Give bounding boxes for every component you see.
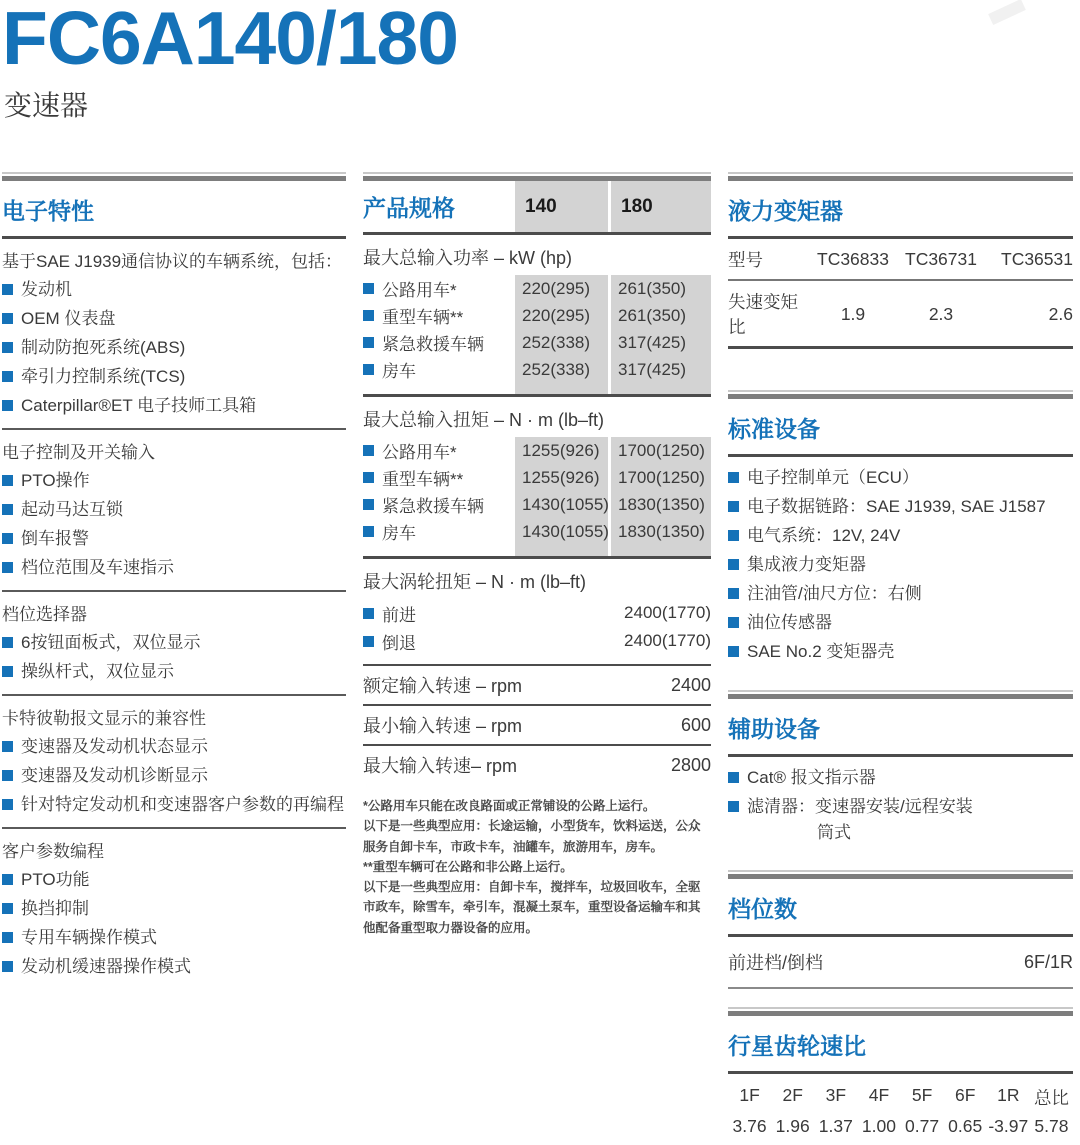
gear-column-header: 1R xyxy=(997,1085,1020,1105)
bullet-square-icon xyxy=(728,772,739,783)
list-item-label: 针对特定发动机和变速器客户参数的再编程 xyxy=(21,795,344,814)
list-item-label: OEM 仪表盘 xyxy=(21,309,116,328)
group-shift-selector xyxy=(2,592,346,686)
list-item xyxy=(728,637,1073,666)
list-item-label: 注油管/油尺方位：右侧 xyxy=(747,584,922,603)
list-item-label: Cat® 报文指示器 xyxy=(747,768,876,787)
bullet-square-icon xyxy=(2,961,13,972)
gear-column-header: 3F xyxy=(825,1085,847,1105)
list-item xyxy=(728,579,1073,608)
gear-ratio-value: 0.77 xyxy=(905,1116,940,1136)
spec-value-180: 1700(1250) xyxy=(618,440,705,460)
list-item xyxy=(2,894,346,923)
bullet-square-icon xyxy=(2,770,13,781)
group-cat-message-display xyxy=(2,696,346,819)
gear-ratio-value: 3.76 xyxy=(732,1116,767,1136)
bullet-square-icon xyxy=(2,400,13,411)
list-item-label: 6按钮面板式，双位显示 xyxy=(21,633,201,652)
list-item-label: SAE No.2 变矩器壳 xyxy=(747,642,895,661)
list-item-label: 集成液力变矩器 xyxy=(747,555,866,574)
list-item-label: 倒车报警 xyxy=(21,529,89,548)
bullet-square-icon xyxy=(728,588,739,599)
section-header: 液力变矩器 xyxy=(728,198,843,224)
gear-ratio-value: 1.00 xyxy=(861,1116,896,1136)
gear-ratio-value: 5.78 xyxy=(1034,1116,1069,1136)
section-header: 行星齿轮速比 xyxy=(728,1033,866,1059)
list-item xyxy=(2,524,346,553)
converter-model: TC36731 xyxy=(905,249,977,269)
list-item-label: 电子数据链路：SAE J1939, SAE J1587 xyxy=(747,497,1046,516)
bullet-square-icon xyxy=(363,445,374,456)
list-item-label: 换挡抑制 xyxy=(21,899,89,918)
speed-label: 最大输入转速– rpm xyxy=(363,756,518,776)
page-title: FC6A140/180 xyxy=(2,0,458,80)
bullet-square-icon xyxy=(2,313,13,324)
spec-value-180: 317(425) xyxy=(618,359,687,379)
footnote-line: *公路用车只能在改良路面或正常铺设的公路上运行。 xyxy=(363,799,656,813)
spec-row xyxy=(363,599,711,627)
list-item-label: 电气系统：12V, 24V xyxy=(747,526,901,545)
list-item xyxy=(2,495,346,524)
list-item-label: 制动防抱死系统(ABS) xyxy=(21,338,186,357)
list-item xyxy=(728,492,1073,521)
bullet-square-icon xyxy=(728,646,739,657)
speed-value: 2400 xyxy=(670,674,711,695)
spec-table-torque xyxy=(363,437,711,556)
list-item-continuation: 筒式 xyxy=(817,823,851,842)
gear-column-header: 4F xyxy=(868,1085,890,1105)
footnote-line: 以下是一些典型应用：长途运输，小型货车，饮料运送，公众服务自卸卡车，市政卡车，油罐车，旅游用车，房车。 xyxy=(363,819,701,854)
speed-value: 600 xyxy=(680,714,711,735)
list-item xyxy=(2,304,346,333)
list-item-label: 起动马达互锁 xyxy=(21,500,123,519)
gear-column-header: 1F xyxy=(739,1085,760,1105)
section-header: 档位数 xyxy=(728,896,797,922)
bullet-square-icon xyxy=(2,637,13,648)
spec-row xyxy=(363,437,711,464)
spec-value: 2400(1770) xyxy=(624,631,711,650)
list-item-label: 油位传感器 xyxy=(747,613,832,632)
spec-row-label: 倒退 xyxy=(382,633,416,653)
row-label: 型号 xyxy=(728,250,763,270)
list-item-label: 牵引力控制系统(TCS) xyxy=(21,367,186,386)
section-top-bar xyxy=(728,1007,1073,1016)
section-top-bar xyxy=(728,690,1073,699)
list-item xyxy=(2,553,346,582)
gear-column-header: 总比 xyxy=(1033,1088,1069,1108)
list-item-label: PTO功能 xyxy=(21,870,90,889)
section-header: 产品规格 xyxy=(363,195,455,221)
list-item-label: Caterpillar®ET 电子技师工具箱 xyxy=(21,396,257,415)
section-top-bar xyxy=(728,390,1073,399)
gear-value: 6F/1R xyxy=(1023,951,1073,972)
bullet-square-icon xyxy=(2,799,13,810)
rated-input-speed-row xyxy=(363,664,711,704)
group-label: 客户参数编程 xyxy=(2,842,104,861)
group-label: 卡特彼勒报文显示的兼容性 xyxy=(2,709,206,728)
bullet-square-icon xyxy=(2,666,13,677)
table-row xyxy=(728,239,1073,279)
list-item-label: 变速器及发动机状态显示 xyxy=(21,737,208,756)
list-item xyxy=(2,732,346,761)
speed-label: 最小输入转速 – rpm xyxy=(363,716,523,736)
spec-value-180: 261(350) xyxy=(618,305,687,325)
spec-value-180: 1700(1250) xyxy=(618,467,705,487)
spec-row-label: 重型车辆** xyxy=(382,470,464,489)
spec-value-180: 317(425) xyxy=(618,332,687,352)
speed-value: 2800 xyxy=(670,754,711,775)
list-item xyxy=(2,466,346,495)
footnote-line: **重型车辆可在公路和非公路上运行。 xyxy=(363,859,573,874)
bullet-square-icon xyxy=(363,283,374,294)
list-item xyxy=(2,628,346,657)
list-item xyxy=(2,333,346,362)
bullet-square-icon xyxy=(363,608,374,619)
bullet-square-icon xyxy=(728,559,739,570)
bullet-square-icon xyxy=(2,342,13,353)
group-customer-parameters xyxy=(2,829,346,981)
section-gear-count xyxy=(728,870,1073,989)
bullet-square-icon xyxy=(2,371,13,382)
section-product-specs xyxy=(363,172,711,938)
list-item-label: 发动机 xyxy=(21,280,72,299)
list-item xyxy=(728,792,1073,821)
list-item-label: 变速器及发动机诊断显示 xyxy=(21,766,208,785)
bullet-square-icon xyxy=(2,874,13,885)
spec-row-label: 前进 xyxy=(382,605,416,625)
spec-row-label: 重型车辆** xyxy=(382,308,464,327)
list-item xyxy=(2,790,346,819)
list-item xyxy=(728,608,1073,637)
list-item-label: PTO操作 xyxy=(21,471,90,490)
section-torque-converter xyxy=(728,172,1073,349)
model-column-header-140: 140 xyxy=(515,181,608,232)
list-item-label: 滤清器：变速器安装/远程安装 xyxy=(747,797,973,816)
bullet-square-icon xyxy=(363,636,374,647)
bullet-square-icon xyxy=(363,499,374,510)
bullet-square-icon xyxy=(2,533,13,544)
max-input-speed-row xyxy=(363,744,711,784)
stall-ratio: 1.9 xyxy=(840,303,866,324)
row-label: 失速变矩比 xyxy=(728,292,798,337)
list-item-label: 档位范围及车速指示 xyxy=(21,558,174,577)
spec-row xyxy=(363,329,711,356)
section-top-bar xyxy=(2,172,346,181)
bullet-square-icon xyxy=(728,617,739,628)
bullet-square-icon xyxy=(728,801,739,812)
spec-value-140: 1430(1055) xyxy=(522,521,609,541)
planetary-header-row xyxy=(728,1074,1073,1113)
stall-ratio: 2.6 xyxy=(1048,303,1073,324)
spec-value-180: 1830(1350) xyxy=(618,521,705,541)
speed-label: 额定输入转速 – rpm xyxy=(363,676,523,696)
spec-value-140: 220(295) xyxy=(522,278,591,298)
section-auxiliary-equipment xyxy=(728,690,1073,844)
section-top-bar xyxy=(728,172,1073,181)
spec-row-label: 紧急救援车辆 xyxy=(382,335,484,354)
bullet-square-icon xyxy=(363,310,374,321)
spec-value-140: 1430(1055) xyxy=(522,494,609,514)
section-top-bar xyxy=(363,172,711,181)
spec-row xyxy=(363,464,711,491)
bullet-square-icon xyxy=(728,530,739,541)
gear-ratio-value: 1.96 xyxy=(775,1116,810,1136)
spec-table-power xyxy=(363,275,711,394)
list-item xyxy=(2,923,346,952)
list-item xyxy=(2,362,346,391)
spec-table-turbine xyxy=(363,599,711,664)
spec-header-row xyxy=(363,181,711,232)
bullet-square-icon xyxy=(2,741,13,752)
group-control-switch-inputs xyxy=(2,430,346,582)
section-header: 辅助设备 xyxy=(728,716,820,742)
spec-row-label: 房车 xyxy=(382,524,416,543)
group-vehicle-systems xyxy=(2,239,346,420)
spec-row-label: 房车 xyxy=(382,362,416,381)
spec-row xyxy=(363,627,711,655)
list-item xyxy=(2,865,346,894)
spec-value-140: 252(338) xyxy=(522,332,591,352)
right-column xyxy=(728,172,1073,1145)
spec-row-label: 公路用车* xyxy=(382,443,457,462)
bullet-square-icon xyxy=(2,504,13,515)
spec-row xyxy=(363,275,711,302)
spec-row xyxy=(363,491,711,518)
bullet-square-icon xyxy=(728,501,739,512)
section-planetary-ratios xyxy=(728,1007,1073,1145)
bullet-square-icon xyxy=(728,472,739,483)
model-column-header-180: 180 xyxy=(611,181,711,232)
list-item xyxy=(728,521,1073,550)
spec-value-140: 1255(926) xyxy=(522,440,600,460)
bullet-square-icon xyxy=(2,562,13,573)
bullet-square-icon xyxy=(363,472,374,483)
list-item-label: 操纵杆式，双位显示 xyxy=(21,662,174,681)
page-corner-artifact xyxy=(988,0,1026,25)
spec-value-140: 220(295) xyxy=(522,305,591,325)
bullet-square-icon xyxy=(363,337,374,348)
gear-ratio-value: 0.65 xyxy=(948,1116,983,1136)
bullet-square-icon xyxy=(2,903,13,914)
min-input-speed-row xyxy=(363,704,711,744)
group-label: 档位选择器 xyxy=(2,605,87,624)
spec-group-label-power: 最大总输入功率 – kW (hp) xyxy=(363,248,573,268)
group-label: 电子控制及开关输入 xyxy=(2,443,155,462)
bullet-square-icon xyxy=(2,932,13,943)
list-item xyxy=(728,463,1073,492)
gear-column-header: 5F xyxy=(911,1085,933,1105)
table-row xyxy=(728,279,1073,346)
gear-column-header: 2F xyxy=(782,1085,803,1105)
gear-ratio-value: 1.37 xyxy=(818,1116,853,1136)
section-standard-equipment xyxy=(728,390,1073,666)
converter-model: TC36833 xyxy=(817,249,889,269)
gear-row xyxy=(728,937,1073,989)
group-label: 基于SAE J1939通信协议的车辆系统，包括： xyxy=(2,252,343,271)
converter-model: TC36531 xyxy=(1001,249,1073,269)
section-electronic-features xyxy=(2,172,346,981)
planetary-values-row xyxy=(728,1113,1073,1145)
spec-group-label-turbine: 最大涡轮扭矩 – N · m (lb–ft) xyxy=(363,572,587,592)
list-item xyxy=(2,761,346,790)
section-top-bar xyxy=(728,870,1073,879)
section-header: 标准设备 xyxy=(728,416,820,442)
footnote-line: 以下是一些典型应用：自卸卡车，搅拌车，垃圾回收车，全驱市政车，除雪车，牵引车，混凝土泵车，重型设备运输车和其他配备重型取力器设备的应用。 xyxy=(363,880,701,935)
gear-column-header: 6F xyxy=(954,1085,976,1105)
spec-group-label-torque: 最大总输入扭矩 – N · m (lb–ft) xyxy=(363,410,605,430)
list-item-label: 发动机缓速器操作模式 xyxy=(21,957,191,976)
bullet-square-icon xyxy=(2,284,13,295)
bullet-square-icon xyxy=(363,364,374,375)
list-item xyxy=(2,275,346,304)
spec-row-label: 公路用车* xyxy=(382,281,457,300)
spec-row-label: 紧急救援车辆 xyxy=(382,497,484,516)
page-subtitle: 变速器 xyxy=(4,90,89,121)
spec-row xyxy=(363,302,711,329)
spec-row xyxy=(363,518,711,545)
gear-ratio-value: -3.97 xyxy=(988,1116,1029,1136)
spec-value-180: 261(350) xyxy=(618,278,687,298)
spec-value-140: 252(338) xyxy=(522,359,591,379)
list-item xyxy=(2,952,346,981)
bullet-square-icon xyxy=(2,475,13,486)
bullet-square-icon xyxy=(363,526,374,537)
spec-row xyxy=(363,356,711,383)
list-item xyxy=(2,391,346,420)
spec-value-140: 1255(926) xyxy=(522,467,600,487)
gear-label: 前进档/倒档 xyxy=(728,953,824,973)
spec-value-180: 1830(1350) xyxy=(618,494,705,514)
stall-ratio: 2.3 xyxy=(928,303,954,324)
list-item-label: 电子控制单元（ECU） xyxy=(747,468,919,487)
spec-value: 2400(1770) xyxy=(624,603,711,622)
list-item xyxy=(728,763,1073,792)
footnotes xyxy=(363,796,711,938)
list-item xyxy=(728,550,1073,579)
list-item-label: 专用车辆操作模式 xyxy=(21,928,157,947)
list-item xyxy=(2,657,346,686)
section-header: 电子特性 xyxy=(2,198,94,224)
converter-table xyxy=(728,239,1073,349)
